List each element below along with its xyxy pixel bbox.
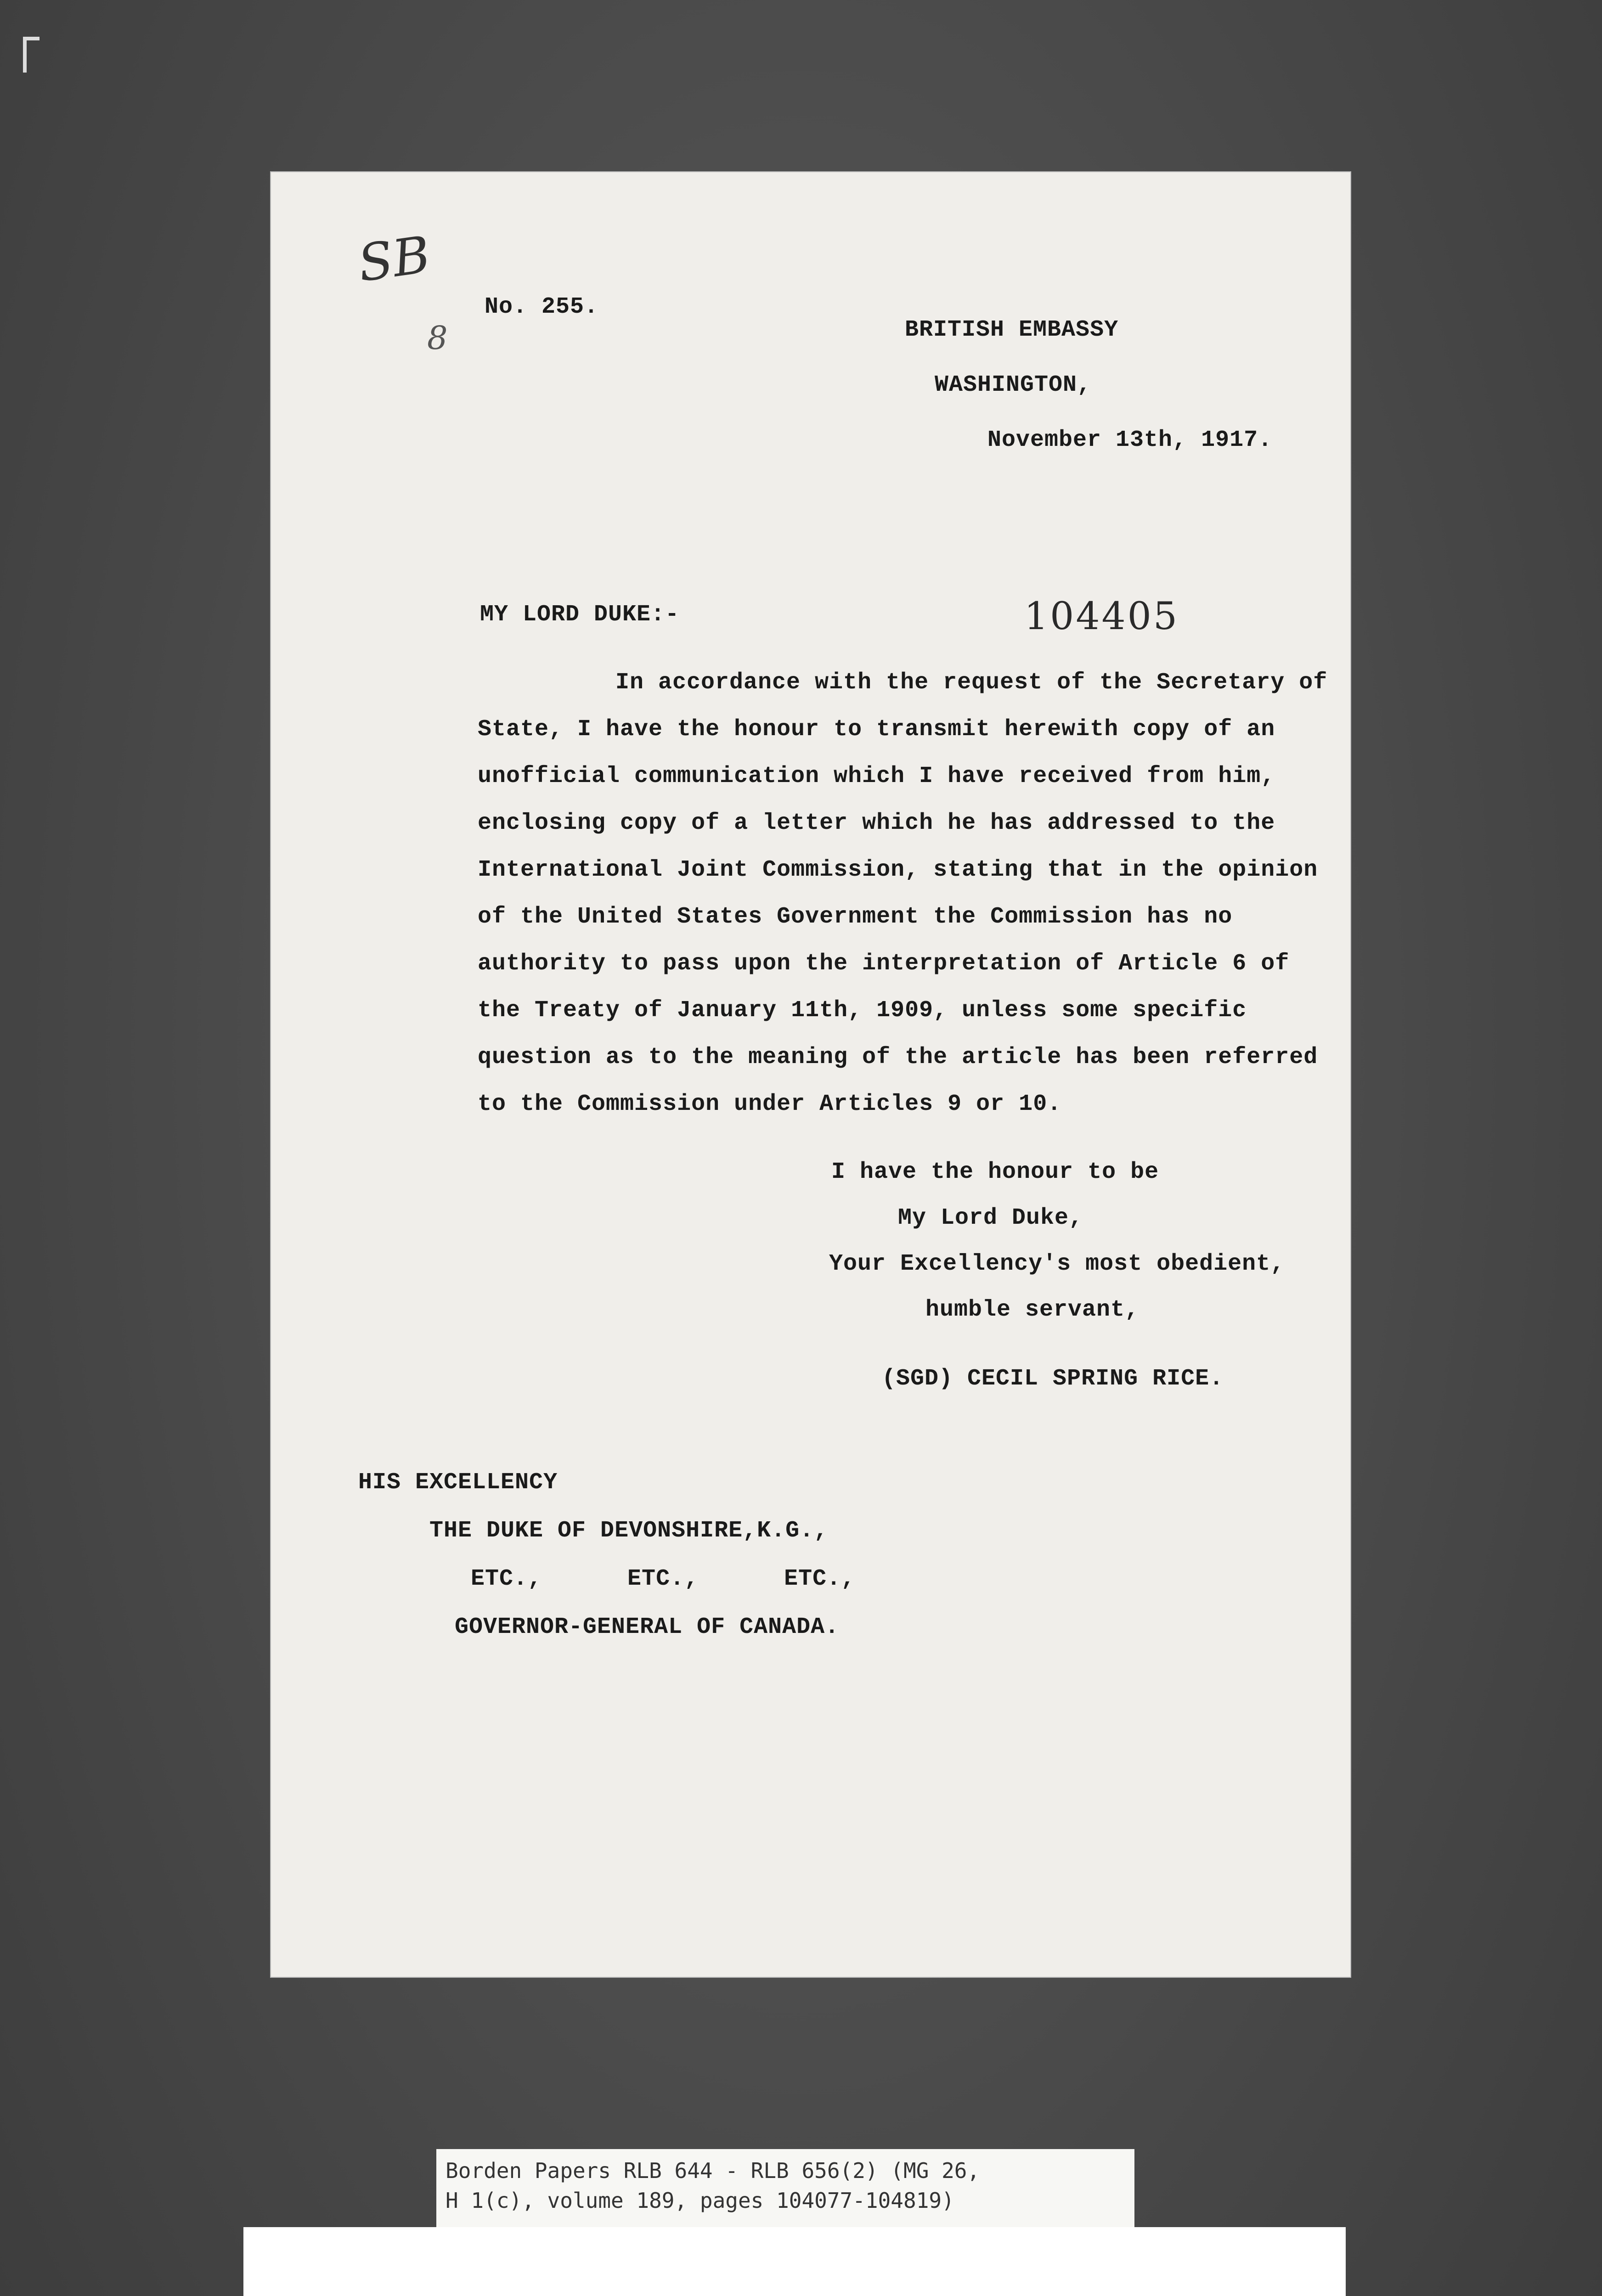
- sender-embassy: BRITISH EMBASSY: [905, 317, 1119, 343]
- body-line: question as to the meaning of the article has been referred: [478, 1044, 1318, 1070]
- handwritten-mark: 8: [427, 319, 448, 357]
- body-line: In accordance with the request of the Secretary of: [615, 670, 1328, 696]
- body-line: enclosing copy of a letter which he has addressed to the: [478, 810, 1275, 836]
- closing-line: I have the honour to be: [831, 1159, 1159, 1185]
- body-line: the Treaty of January 11th, 1909, unless some specific: [478, 997, 1247, 1024]
- citation-line: H 1(c), volume 189, pages 104077-104819): [446, 2188, 954, 2213]
- frame-corner-mark: [23, 37, 39, 73]
- handwritten-annotation: SB: [354, 225, 434, 293]
- closing-line: humble servant,: [925, 1297, 1139, 1323]
- addressee-line: ETC., ETC., ETC.,: [471, 1566, 856, 1592]
- closing-line: My Lord Duke,: [898, 1205, 1083, 1231]
- body-line: of the United States Government the Commission has no: [478, 904, 1233, 930]
- body-line: International Joint Commission, stating that in the opinion: [478, 857, 1318, 883]
- signature: (SGD) CECIL SPRING RICE.: [882, 1366, 1224, 1392]
- sender-city: WASHINGTON,: [935, 372, 1092, 398]
- addressee-line: THE DUKE OF DEVONSHIRE,K.G.,: [429, 1518, 829, 1544]
- body-line: unofficial communication which I have received from him,: [478, 763, 1275, 789]
- body-line: to the Commission under Articles 9 or 10.: [478, 1091, 1062, 1117]
- body-line: State, I have the honour to transmit herewith copy of an: [478, 716, 1275, 743]
- document-number-stamp: 104405: [1024, 595, 1179, 638]
- closing-line: Your Excellency's most obedient,: [829, 1251, 1285, 1277]
- body-line: authority to pass upon the interpretation of Article 6 of: [478, 951, 1290, 977]
- addressee-line: GOVERNOR-GENERAL OF CANADA.: [455, 1614, 840, 1640]
- addressee-line: HIS EXCELLENCY: [358, 1469, 558, 1496]
- citation-line: Borden Papers RLB 644 - RLB 656(2) (MG 26,: [446, 2158, 980, 2183]
- archive-banner: [243, 2227, 1346, 2296]
- letter-date: November 13th, 1917.: [987, 427, 1273, 453]
- citation-slip: [436, 2149, 1134, 2236]
- salutation: MY LORD DUKE:-: [480, 602, 680, 628]
- reference-number: No. 255.: [485, 294, 599, 320]
